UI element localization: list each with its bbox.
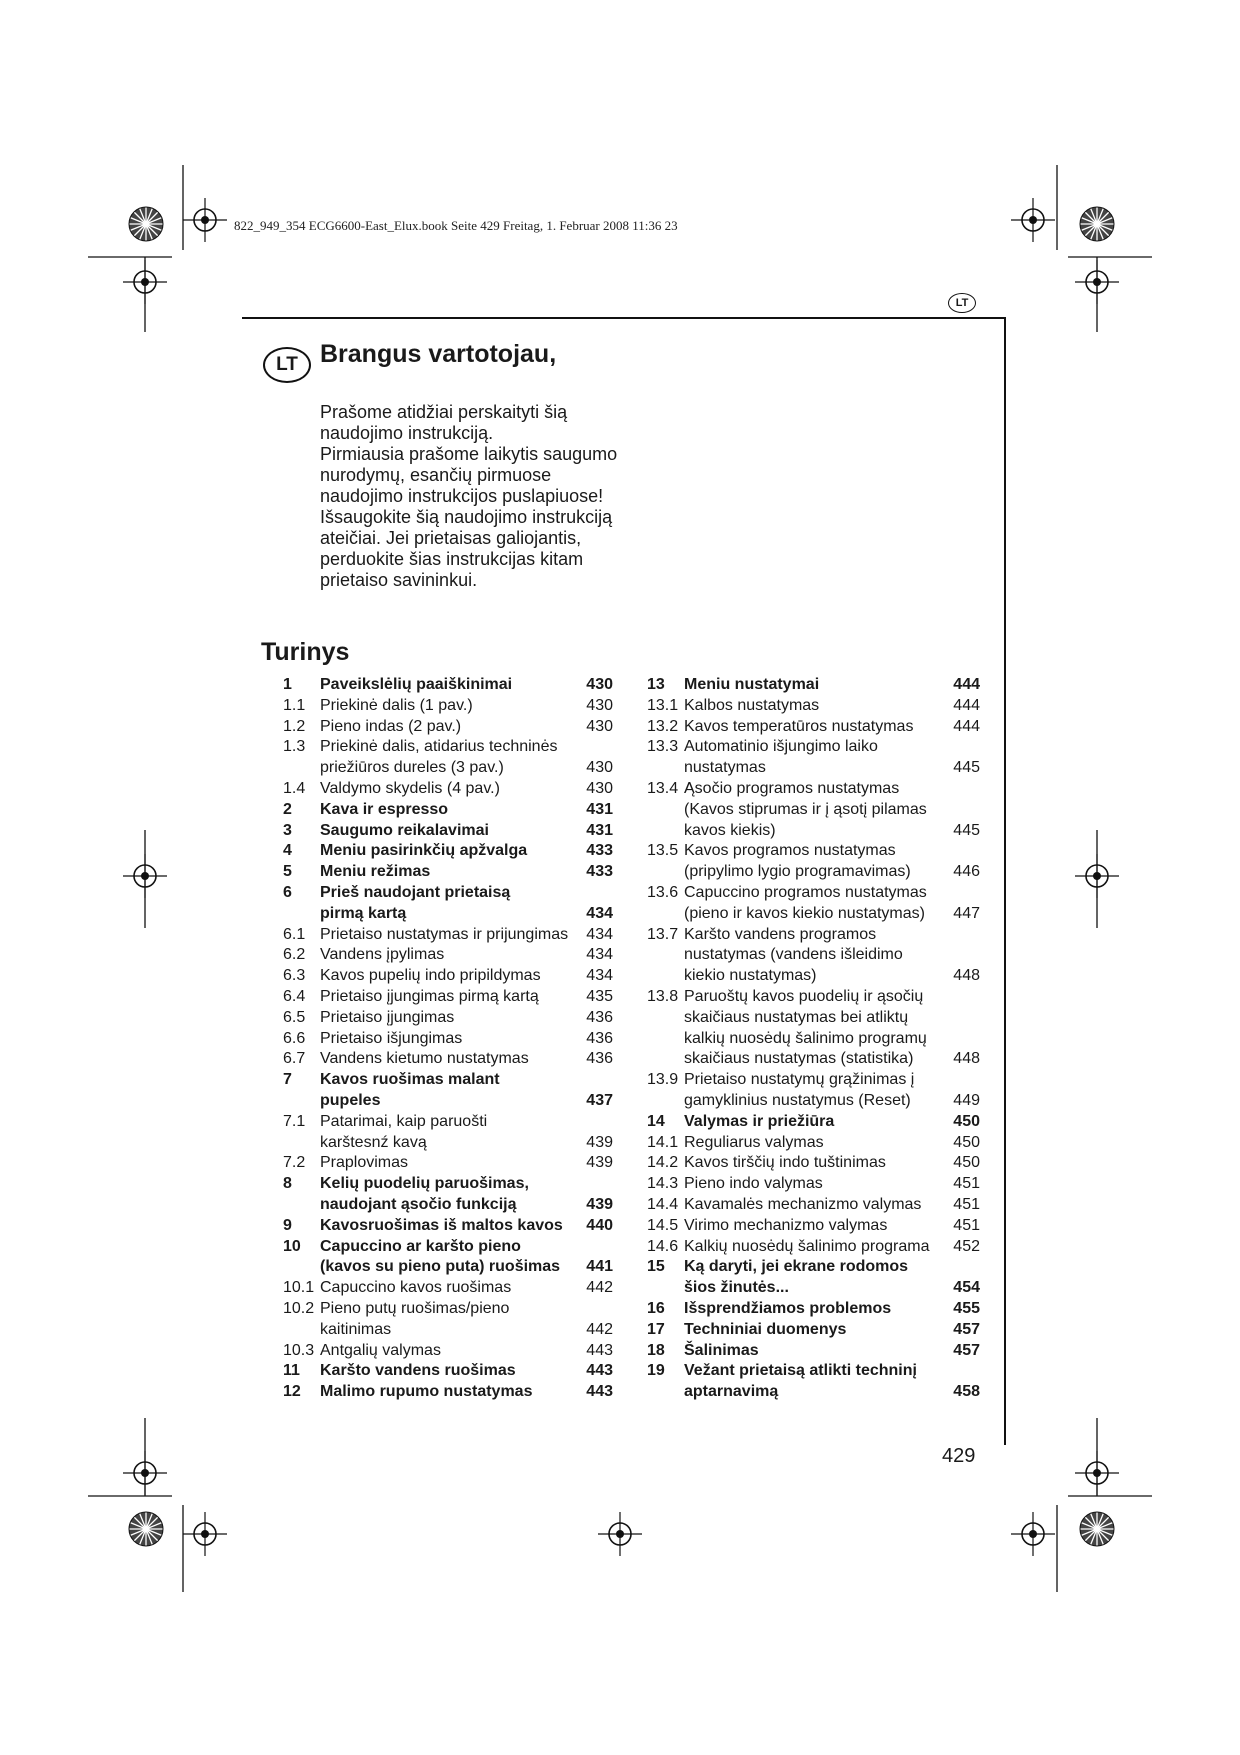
toc-entry-title: Pieno putų ruošimas/pieno xyxy=(320,1299,510,1317)
toc-entry-title: Kavos ruošimas malant xyxy=(320,1071,500,1089)
toc-entry-page: 445 xyxy=(953,759,980,777)
toc-entry xyxy=(283,1029,613,1050)
toc-entry-title: Meniu režimas xyxy=(320,863,431,881)
toc-title: Turinys xyxy=(261,638,350,666)
toc-entry-number: 6.3 xyxy=(283,967,306,985)
toc-entry-title: Priekinė dalis, atidarius techninės xyxy=(320,738,558,756)
toc-entry-title: (pieno ir kavos kiekio nustatymas) xyxy=(684,904,925,922)
toc-entry-title: Vandens įpylimas xyxy=(320,946,445,964)
toc-entry xyxy=(283,1112,613,1133)
toc-entry-number: 14.5 xyxy=(647,1216,679,1234)
toc-entry xyxy=(647,883,980,904)
toc-entry xyxy=(647,841,980,862)
toc-entry xyxy=(647,1361,980,1382)
toc-entry xyxy=(647,987,980,1008)
toc-entry-page: 444 xyxy=(953,676,980,693)
toc-entry xyxy=(283,1049,613,1070)
toc-entry-page: 443 xyxy=(586,1383,613,1401)
toc-entry xyxy=(647,1257,980,1278)
toc-entry-title: Malimo rupumo nustatymas xyxy=(320,1383,533,1401)
toc-entry-number: 14 xyxy=(647,1112,665,1130)
toc-entry xyxy=(647,1174,980,1195)
toc-entry xyxy=(283,779,613,800)
toc-entry xyxy=(647,1299,980,1320)
toc-entry-page: 443 xyxy=(586,1341,613,1359)
toc-entry xyxy=(283,717,613,738)
toc-entry-page: 430 xyxy=(586,759,613,777)
toc-entry xyxy=(283,821,613,842)
toc-entry-title: naudojant ąsočio funkciją xyxy=(320,1195,517,1213)
toc-entry-number: 5 xyxy=(283,863,292,881)
toc-entry-title: Antgalių valymas xyxy=(320,1341,441,1359)
toc-entry-title: Reguliarus valymas xyxy=(684,1133,824,1151)
intro-paragraph: Pirmiausia prašome laikytis saugumo nurodymų, esančių pirmuose naudojimo instrukcijos puslapiuose! Išsaugokite šią naudojimo instrukciją ateičiai. Jei prietaisas galiojantis, perduokite šias instrukcijas kitam prietaiso savininkui. xyxy=(320,444,618,590)
toc-entry-page: 431 xyxy=(586,800,613,818)
intro-text xyxy=(320,402,620,591)
toc-entry-page: 448 xyxy=(953,1050,980,1068)
toc-entry xyxy=(647,1195,980,1216)
toc-entry-page: 442 xyxy=(586,1279,613,1297)
toc-entry-number: 13.3 xyxy=(647,738,679,756)
toc-entry-title: Kava ir espresso xyxy=(320,800,449,818)
toc-entry-title: Karšto vandens ruošimas xyxy=(320,1362,516,1380)
toc-entry-page: 450 xyxy=(953,1112,980,1130)
toc-entry-page: 448 xyxy=(953,967,980,985)
toc-entry-page: 431 xyxy=(586,821,613,839)
toc-entry-title: Kavamalės mechanizmo valymas xyxy=(684,1195,922,1213)
toc-entry xyxy=(283,1070,613,1091)
toc-entry-title: kavos kiekis) xyxy=(684,821,776,839)
toc-entry-title: (Kavos stiprumas ir į ąsotį pilamas xyxy=(684,800,927,818)
toc-entry-title: Karšto vandens programos xyxy=(684,925,877,943)
toc-entry-title: Automatinio išjungimo laiko xyxy=(684,738,878,756)
toc-entry-number: 7.2 xyxy=(283,1154,306,1172)
toc-entry-page: 447 xyxy=(953,904,980,922)
toc-entry-title: Paveikslėlių paaiškinimai xyxy=(320,676,513,693)
toc-entry-page: 455 xyxy=(953,1299,980,1317)
toc-entry-page: 449 xyxy=(953,1091,980,1109)
toc-entry xyxy=(647,1133,980,1154)
toc-entry-title: Capuccino kavos ruošimas xyxy=(320,1279,512,1297)
toc-entry-number: 8 xyxy=(283,1175,292,1193)
toc-entry xyxy=(283,841,613,862)
toc-entry-title: aptarnavimą xyxy=(684,1383,779,1401)
toc-entry xyxy=(283,1299,613,1320)
toc-entry xyxy=(647,1049,980,1070)
toc-entry-page: 436 xyxy=(586,1050,613,1068)
toc-entry-title: kalkių nuosėdų šalinimo programų xyxy=(684,1029,927,1047)
toc-entry-number: 6.7 xyxy=(283,1050,306,1068)
toc-entry-number: 6.2 xyxy=(283,946,306,964)
toc-entry-number: 13 xyxy=(647,676,665,693)
toc-entry-title: Ką daryti, jei ekrane rodomos xyxy=(684,1258,909,1276)
toc-entry xyxy=(647,925,980,946)
toc-entry xyxy=(647,966,980,987)
toc-entry xyxy=(647,1091,980,1112)
toc-entry-title: Kavos programos nustatymas xyxy=(684,842,896,860)
toc-entry-number: 13.8 xyxy=(647,987,679,1005)
toc-entry-number: 13.2 xyxy=(647,717,679,735)
toc-entry-page: 457 xyxy=(953,1320,980,1338)
toc-entry-number: 13.5 xyxy=(647,842,679,860)
toc-entry-title: Pieno indas (2 pav.) xyxy=(320,717,462,735)
toc-entry-title: pirmą kartą xyxy=(320,904,407,922)
toc-entry-page: 436 xyxy=(586,1029,613,1047)
toc-entry xyxy=(283,1361,613,1382)
toc-entry-number: 3 xyxy=(283,821,292,839)
toc-entry xyxy=(283,862,613,883)
toc-entry-page: 436 xyxy=(586,1008,613,1026)
toc-entry-number: 1.2 xyxy=(283,717,306,735)
toc-entry xyxy=(283,1153,613,1174)
toc-entry-title: Techniniai duomenys xyxy=(684,1320,847,1338)
toc-entry-title: Prietaiso nustatymas ir prijungimas xyxy=(320,925,569,943)
toc-entry-number: 16 xyxy=(647,1299,665,1317)
toc-entry-page: 451 xyxy=(953,1175,980,1193)
toc-entry-number: 1.3 xyxy=(283,738,306,756)
toc-entry-number: 6.6 xyxy=(283,1029,306,1047)
toc-entry-number: 14.2 xyxy=(647,1154,679,1172)
toc-entry-page: 445 xyxy=(953,821,980,839)
toc-entry-number: 14.1 xyxy=(647,1133,679,1151)
toc-entry-number: 2 xyxy=(283,800,292,818)
toc-entry-page: 442 xyxy=(586,1320,613,1338)
toc-entry xyxy=(283,675,613,696)
toc-entry-page: 433 xyxy=(586,842,613,860)
toc-entry-number: 18 xyxy=(647,1341,665,1359)
toc-entry-number: 7.1 xyxy=(283,1112,306,1130)
toc-entry-number: 1.4 xyxy=(283,779,306,797)
toc-entry xyxy=(647,1320,980,1341)
toc-entry-page: 452 xyxy=(953,1237,980,1255)
toc-entry xyxy=(647,1216,980,1237)
toc-entry xyxy=(647,1112,980,1133)
toc-entry-page: 444 xyxy=(953,696,980,714)
toc-entry-page: 451 xyxy=(953,1195,980,1213)
toc-entry-page: 430 xyxy=(586,779,613,797)
toc-entry-title: Vežant prietaisą atlikti techninį xyxy=(684,1362,917,1380)
toc-entry-page: 443 xyxy=(586,1362,613,1380)
toc-entry-title: Virimo mechanizmo valymas xyxy=(684,1216,888,1234)
toc-entry xyxy=(647,1153,980,1174)
toc-entry xyxy=(283,1008,613,1029)
toc-entry-page: 450 xyxy=(953,1154,980,1172)
toc-entry-number: 6.5 xyxy=(283,1008,306,1026)
toc-entry-page: 434 xyxy=(586,904,613,922)
toc-entry xyxy=(647,696,980,717)
toc-entry xyxy=(283,1174,613,1195)
toc-right-column xyxy=(647,675,980,1403)
toc-entry-number: 14.3 xyxy=(647,1175,679,1193)
toc-left-column xyxy=(283,675,613,1403)
print-info-line: 822_949_354 ECG6600-East_Elux.book Seite 429 Freitag, 1. Februar 2008 11:36 23 xyxy=(234,218,678,233)
toc-entry-number: 10.1 xyxy=(283,1279,315,1297)
toc-entry-title: skaičiaus nustatymas (statistika) xyxy=(684,1050,914,1068)
toc-entry xyxy=(647,945,980,966)
toc-entry-number: 10.3 xyxy=(283,1341,315,1359)
toc-entry-number: 6 xyxy=(283,883,292,901)
toc-entry xyxy=(283,1195,613,1216)
toc-entry-page: 446 xyxy=(953,863,980,881)
toc-entry xyxy=(283,1237,613,1258)
toc-entry-number: 13.4 xyxy=(647,779,679,797)
toc-entry-title: Saugumo reikalavimai xyxy=(320,821,489,839)
toc-entry-title: Kelių puodelių paruošimas, xyxy=(320,1175,529,1193)
toc-entry-title: Pieno indo valymas xyxy=(684,1175,823,1193)
language-badge-small: LT xyxy=(948,293,976,313)
toc-entry-number: 15 xyxy=(647,1258,665,1276)
toc-entry-number: 1 xyxy=(283,676,292,693)
toc-entry-number: 4 xyxy=(283,842,292,860)
toc-entry xyxy=(647,1341,980,1362)
toc-entry-page: 434 xyxy=(586,946,613,964)
intro-paragraph: Prašome atidžiai perskaityti šią naudojimo instrukciją. xyxy=(320,402,568,443)
toc-entry-number: 7 xyxy=(283,1071,292,1089)
toc-entry-number: 1.1 xyxy=(283,696,306,714)
toc-entry-title: Kavos pupelių indo pripildymas xyxy=(320,967,541,985)
toc-entry-page: 437 xyxy=(586,1091,613,1109)
toc-entry xyxy=(647,1382,980,1403)
toc-entry-number: 13.1 xyxy=(647,696,679,714)
toc-entry xyxy=(283,945,613,966)
toc-entry xyxy=(283,1216,613,1237)
toc-entry-title: Šalinimas xyxy=(684,1341,759,1359)
toc-entry xyxy=(283,737,613,758)
toc-entry-page: 444 xyxy=(953,717,980,735)
toc-entry xyxy=(647,1008,980,1029)
toc-entry-title: Paruoštų kavos puodelių ir ąsočių xyxy=(684,987,924,1005)
toc-entry-title: nustatymas (vandens išleidimo xyxy=(684,946,903,964)
toc-entry-title: Kalbos nustatymas xyxy=(684,696,820,714)
toc-entry xyxy=(283,904,613,925)
toc-entry-title: Priekinė dalis (1 pav.) xyxy=(320,696,473,714)
toc-entry xyxy=(283,1091,613,1112)
toc-entry-title: (pripylimo lygio programavimas) xyxy=(684,863,911,881)
toc-entry xyxy=(283,987,613,1008)
toc-entry-page: 454 xyxy=(953,1279,980,1297)
toc-entry-number: 12 xyxy=(283,1383,301,1401)
toc-entry-title: Capuccino programos nustatymas xyxy=(684,883,927,901)
toc-entry-title: Praplovimas xyxy=(320,1154,409,1172)
toc-entry-title: Valdymo skydelis (4 pav.) xyxy=(320,779,500,797)
toc-entry xyxy=(647,779,980,800)
toc-entry-title: Kavosruošimas iš maltos kavos xyxy=(320,1216,563,1234)
toc-entry-title: gamyklinius nustatymus (Reset) xyxy=(684,1091,911,1109)
toc-entry-title: Patarimai, kaip paruošti xyxy=(320,1112,488,1130)
toc-entry-page: 458 xyxy=(953,1383,980,1401)
toc-entry xyxy=(647,904,980,925)
toc-entry xyxy=(647,862,980,883)
toc-entry-title: Meniu pasirinkčių apžvalga xyxy=(320,842,528,860)
toc-entry-page: 439 xyxy=(586,1154,613,1172)
toc-entry-number: 17 xyxy=(647,1320,665,1338)
toc-entry-number: 14.4 xyxy=(647,1195,679,1213)
toc-entry-title: Valymas ir priežiūra xyxy=(684,1112,835,1130)
toc-entry xyxy=(647,717,980,738)
toc-entry-title: Ąsočio programos nustatymas xyxy=(684,779,900,797)
toc-entry-title: Išsprendžiamos problemos xyxy=(684,1299,892,1317)
toc-entry-page: 435 xyxy=(586,987,613,1005)
toc-entry-title: Kavos temperatūros nustatymas xyxy=(684,717,914,735)
toc-entry-page: 430 xyxy=(586,717,613,735)
toc-entry xyxy=(283,966,613,987)
toc-entry-number: 10.2 xyxy=(283,1299,315,1317)
toc-entry-title: Prietaiso nustatymų grąžinimas į xyxy=(684,1071,915,1089)
toc-entry-number: 9 xyxy=(283,1216,292,1234)
toc-entry-title: Meniu nustatymai xyxy=(684,676,820,693)
toc-entry-title: kiekio nustatymas) xyxy=(684,967,817,985)
toc-entry-title: Kavos tirščių indo tuštinimas xyxy=(684,1154,886,1172)
toc-entry-title: priežiūros dureles (3 pav.) xyxy=(320,759,504,777)
toc-entry-number: 13.7 xyxy=(647,925,679,943)
toc-entry xyxy=(647,1029,980,1050)
toc-entry-title: Prieš naudojant prietaisą xyxy=(320,883,511,901)
toc-entry xyxy=(283,1341,613,1362)
toc-entry xyxy=(647,821,980,842)
toc-entry-page: 457 xyxy=(953,1341,980,1359)
toc-entry-title: Capuccino ar karšto pieno xyxy=(320,1237,521,1255)
toc-entry-page: 450 xyxy=(953,1133,980,1151)
toc-entry-title: Prietaiso išjungimas xyxy=(320,1029,463,1047)
toc-entry xyxy=(283,925,613,946)
toc-entry xyxy=(283,1133,613,1154)
toc-entry-page: 439 xyxy=(586,1195,613,1213)
toc-entry-number: 14.6 xyxy=(647,1237,679,1255)
toc-entry xyxy=(647,1070,980,1091)
toc-entry-page: 430 xyxy=(586,696,613,714)
toc-entry-page: 434 xyxy=(586,967,613,985)
toc-entry-number: 6.1 xyxy=(283,925,306,943)
toc-entry xyxy=(647,1237,980,1258)
toc-entry-number: 10 xyxy=(283,1237,301,1255)
toc-entry xyxy=(283,1320,613,1341)
frame-right-rule xyxy=(1004,317,1006,1445)
toc-entry-title: Prietaiso įjungimas xyxy=(320,1008,455,1026)
toc-entry-number: 19 xyxy=(647,1362,665,1380)
toc-entry-page: 439 xyxy=(586,1133,613,1151)
toc-entry-title: karštesnź kavą xyxy=(320,1133,427,1151)
toc-entry xyxy=(283,800,613,821)
toc-entry-number: 6.4 xyxy=(283,987,306,1005)
toc-entry xyxy=(647,1278,980,1299)
page-heading: Brangus vartotojau, xyxy=(320,340,557,368)
toc-entry-title: (kavos su pieno puta) ruošimas xyxy=(320,1258,561,1276)
frame-top-rule xyxy=(242,317,1006,319)
toc-entry xyxy=(283,758,613,779)
toc-entry xyxy=(647,758,980,779)
toc-entry xyxy=(647,737,980,758)
toc-entry-page: 451 xyxy=(953,1216,980,1234)
toc-entry xyxy=(647,800,980,821)
toc-entry-number: 13.9 xyxy=(647,1071,679,1089)
toc-entry xyxy=(283,883,613,904)
toc-entry-title: kaitinimas xyxy=(320,1320,392,1338)
page-number: 429 xyxy=(942,1445,976,1467)
toc-entry-page: 433 xyxy=(586,863,613,881)
toc-entry-page: 434 xyxy=(586,925,613,943)
toc-entry-title: nustatymas xyxy=(684,759,766,777)
toc-entry-page: 440 xyxy=(586,1216,613,1234)
toc-entry-number: 13.6 xyxy=(647,883,679,901)
toc-entry xyxy=(283,1382,613,1403)
toc-entry xyxy=(283,1257,613,1278)
toc-entry-number: 11 xyxy=(283,1362,300,1380)
toc-entry-title: šios žinutės... xyxy=(684,1279,789,1297)
toc-entry xyxy=(647,675,980,696)
toc-entry-page: 441 xyxy=(586,1258,613,1276)
toc-entry xyxy=(283,1278,613,1299)
toc-entry xyxy=(283,696,613,717)
toc-entry-title: Kalkių nuosėdų šalinimo programa xyxy=(684,1237,930,1255)
toc-entry-title: pupeles xyxy=(320,1091,381,1109)
language-badge: LT xyxy=(263,347,311,383)
toc-entry-title: Prietaiso įjungimas pirmą kartą xyxy=(320,987,539,1005)
toc-entry-page: 430 xyxy=(586,676,613,693)
toc-entry-title: skaičiaus nustatymas bei atliktų xyxy=(684,1008,909,1026)
toc-entry-title: Vandens kietumo nustatymas xyxy=(320,1050,529,1068)
